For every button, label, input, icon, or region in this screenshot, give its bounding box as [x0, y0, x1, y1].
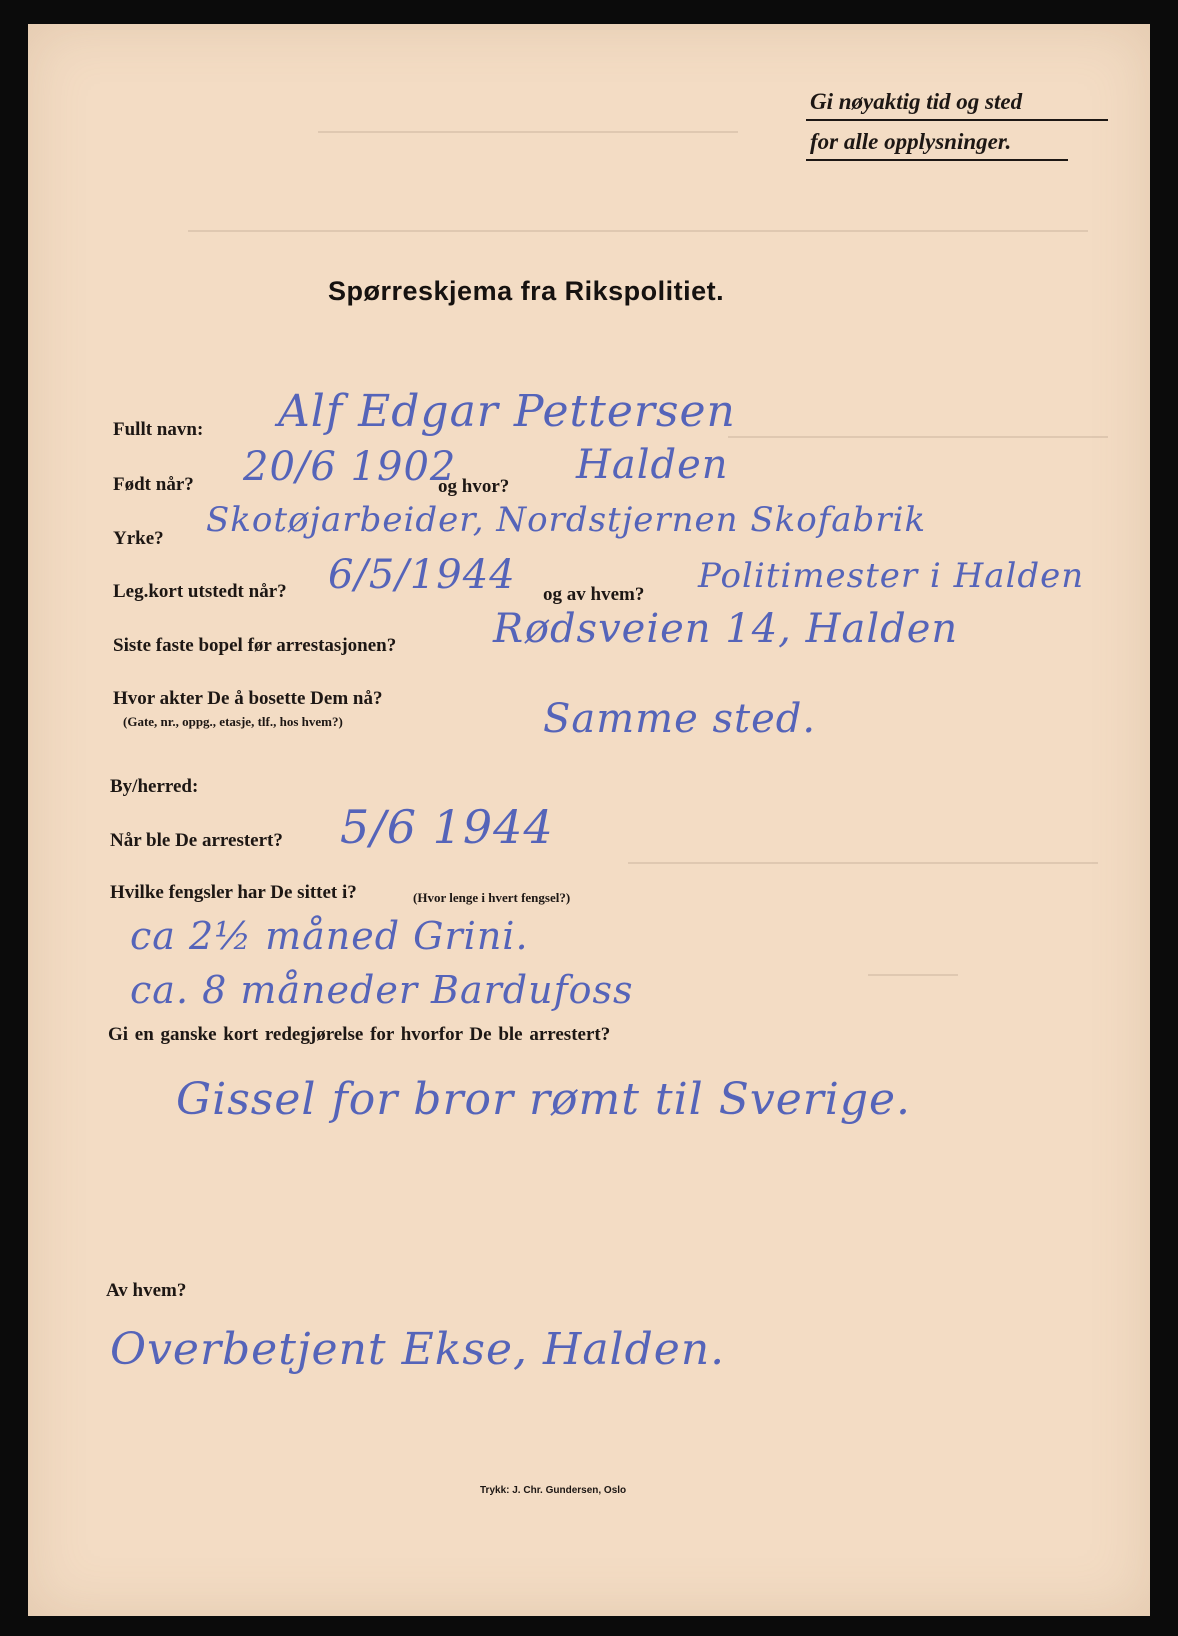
last-address-label: Siste faste bopel før arrestasjonen? [113, 635, 397, 656]
municipality-label: By/herred: [110, 776, 199, 797]
occupation-label: Yrke? [113, 528, 164, 549]
bleed-through-mark [318, 131, 738, 133]
last-address-value: Rødsveien 14, Halden [493, 606, 959, 652]
occupation-value: Skotøjarbeider, Nordstjernen Skofabrik [206, 500, 927, 540]
by-whom-label: Av hvem? [106, 1280, 187, 1301]
form-title: Spørreskjema fra Rikspolitiet. [328, 276, 725, 306]
arrested-when-value: 5/6 1944 [340, 800, 554, 854]
bleed-through-mark [628, 862, 1098, 864]
arrested-when-label: Når ble De arrestert? [110, 830, 283, 851]
instruction-note-line1: Gi nøyaktig tid og sted [810, 89, 1023, 114]
form-sheet [28, 24, 1150, 1616]
born-when-value: 20/6 1902 [243, 444, 457, 490]
note-underline [806, 119, 1108, 121]
bleed-through-mark [188, 230, 1088, 232]
prisons-label: Hvilke fengsler har De sittet i? [110, 882, 357, 903]
prisons-sublabel: (Hvor lenge i hvert fengsel?) [413, 890, 571, 905]
born-where-label: og hvor? [438, 476, 510, 497]
note-underline [806, 159, 1068, 161]
bleed-through-mark [728, 436, 1108, 438]
full-name-value: Alf Edgar Pettersen [278, 386, 736, 437]
id-issued-when-label: Leg.kort utstedt når? [113, 581, 287, 602]
settle-sublabel: (Gate, nr., oppg., etasje, tlf., hos hvem?) [123, 714, 343, 729]
id-issued-by-label: og av hvem? [543, 584, 645, 605]
id-issued-when-value: 6/5/1944 [328, 552, 516, 598]
full-name-label: Fullt navn: [113, 419, 204, 440]
reason-label: Gi en ganske kort redegjørelse for hvorfor De ble arrestert? [108, 1024, 611, 1045]
settle-label: Hvor akter De å bosette Dem nå? [113, 688, 383, 709]
bleed-through-mark [868, 974, 958, 976]
prisons-line2: ca. 8 måneder Bardufoss [130, 968, 634, 1012]
settle-value: Samme sted. [543, 696, 817, 742]
printer-credit: Trykk: J. Chr. Gundersen, Oslo [480, 1485, 627, 1496]
born-where-value: Halden [576, 442, 729, 488]
prisons-line1: ca 2½ måned Grini. [130, 914, 529, 958]
born-when-label: Født når? [113, 474, 194, 495]
reason-value: Gissel for bror rømt til Sverige. [176, 1074, 912, 1125]
instruction-note-line2: for alle opplysninger. [810, 129, 1012, 154]
by-whom-value: Overbetjent Ekse, Halden. [110, 1324, 726, 1375]
id-issued-by-value: Politimester i Halden [698, 556, 1085, 596]
